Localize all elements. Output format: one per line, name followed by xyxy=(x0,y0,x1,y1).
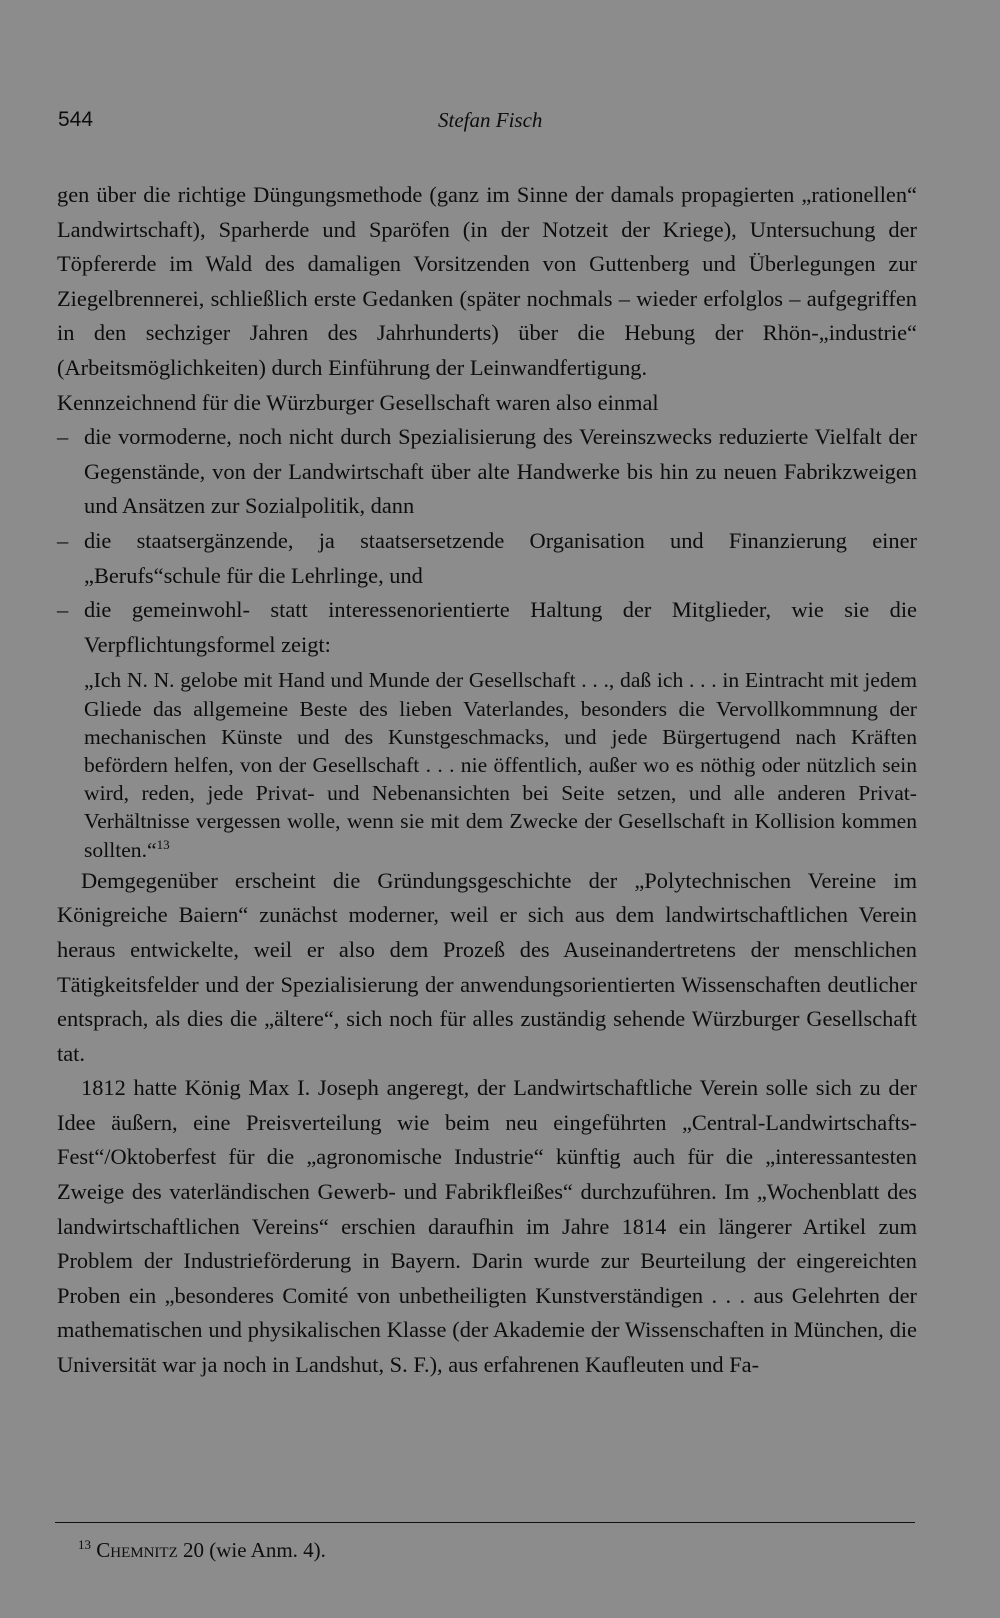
block-quote xyxy=(84,666,917,863)
footnote-text: 20 (wie Anm. 4). xyxy=(177,1538,326,1562)
running-title: Stefan Fisch xyxy=(438,108,543,132)
footnote-reference: 13 xyxy=(156,836,170,852)
paragraph-3: Demgegenüber erscheint die Gründungsgeschichte der „Polytechnischen Vereine im Königreiche Baiern“ zunächst moderner, weil er sich aus dem landwirtschaftlichen Verein heraus entwickelte, weil er also dem Prozeß des Auseinandertretens der menschlichen Tätigkeitsfelder und der Spezialisierung der anwendungsorientierten Wissenschaften deutlicher entsprach, als dies die „ältere“, sich noch für alles zuständig sehende Würzburger Gesellschaft tat. xyxy=(57,867,917,1066)
list-item-2 xyxy=(57,524,917,593)
page-number: 544 xyxy=(58,108,94,131)
footnote xyxy=(78,1538,326,1563)
paragraph-2: Kennzeichnend für die Würzburger Gesellschaft waren also einmal xyxy=(57,389,659,415)
paragraph-4: 1812 hatte König Max I. Joseph angeregt, der Landwirtschaftliche Verein solle sich zu der Idee äußern, eine Preisverteilung wie beim neu eingeführten „Central-Landwirtschafts-Fest“/Oktoberfest für die „agronomische Industrie“ künftig auch für die „interessantesten Zweige des vaterländischen Gewerb- und Fabrikfleißes“ durchzuführen. Im „Wochenblatt des landwirtschaftlichen Vereins“ erschien daraufhin im Jahre 1814 ein längerer Artikel zum Problem der Industrieförderung in Bayern. Darin wurde zur Beurteilung der eingereichten Proben ein „besonderes Comité von unbetheiligten Kunstverständigen . . . aus Gelehrten der mathematischen und physikalischen Klasse (der Akademie der Wissenschaften in München, die Universität war ja noch in Landshut, S. F.), aus erfahrenen Kaufleuten und Fa- xyxy=(57,1075,917,1378)
footnote-divider xyxy=(55,1522,915,1523)
list-item-1 xyxy=(57,420,917,524)
body-text xyxy=(57,178,917,1383)
quote-text: „Ich N. N. gelobe mit Hand und Munde der Gesellschaft . . ., daß ich . . . in Eintracht mit jedem Gliede das allgemeine Beste des lieben Vaterlandes, besonders die Vervollkommnung der mechanischen Künste und des Kunstgeschmacks, und jede Bürgertugend nach Kräften befördern helfen, von der Gesellschaft . . . nie öffentlich, außer wo es nöthig oder nützlich sein wird, reden, jede Privat- und Nebenansichten bei Seite setzen, und alle anderen Privat-Verhältnisse vergessen wolle, wenn sie mit dem Zwecke der Gesellschaft in Kollision kommen sollten.“ xyxy=(84,668,917,862)
list-item-text: die vormoderne, noch nicht durch Spezialisierung des Vereinszwecks reduzierte Vielfalt der Gegenstände, von der Landwirtschaft über alte Handwerke bis hin zu neuen Fabrikzweigen und Ansätzen zur Sozialpolitik, dann xyxy=(84,424,917,519)
dash-marker: – xyxy=(57,527,69,553)
dash-marker: – xyxy=(57,424,69,450)
list-item-3 xyxy=(57,593,917,662)
page-header xyxy=(58,108,920,138)
list-item-text: die staatsergänzende, ja staatsersetzende Organisation und Finanzierung einer „Berufs“schule für die Lehrlinge, und xyxy=(84,527,917,588)
paragraph-1: gen über die richtige Düngungsmethode (ganz im Sinne der damals propagierten „rationellen“ Landwirtschaft), Sparherde und Sparöfen (in der Notzeit der Kriege), Untersuchung der Töpfererde im Wald des damaligen Vorsitzenden von Guttenberg und Überlegungen zur Ziegelbrennerei, schließlich erste Gedanken (später nochmals – wieder erfolglos – aufgegriffen in den sechziger Jahren des Jahrhunderts) über die Hebung der Rhön-„industrie“ (Arbeitsmöglichkeiten) durch Einführung der Leinwandfertigung. xyxy=(57,182,917,380)
footnote-number: 13 xyxy=(78,1537,91,1552)
list-item-text: die gemeinwohl- statt interessenorientierte Haltung der Mitglieder, wie sie die Verpflichtungsformel zeigt: xyxy=(84,597,917,657)
dash-list xyxy=(57,420,917,662)
dash-marker: – xyxy=(57,597,69,623)
footnote-author: Chemnitz xyxy=(96,1538,178,1562)
